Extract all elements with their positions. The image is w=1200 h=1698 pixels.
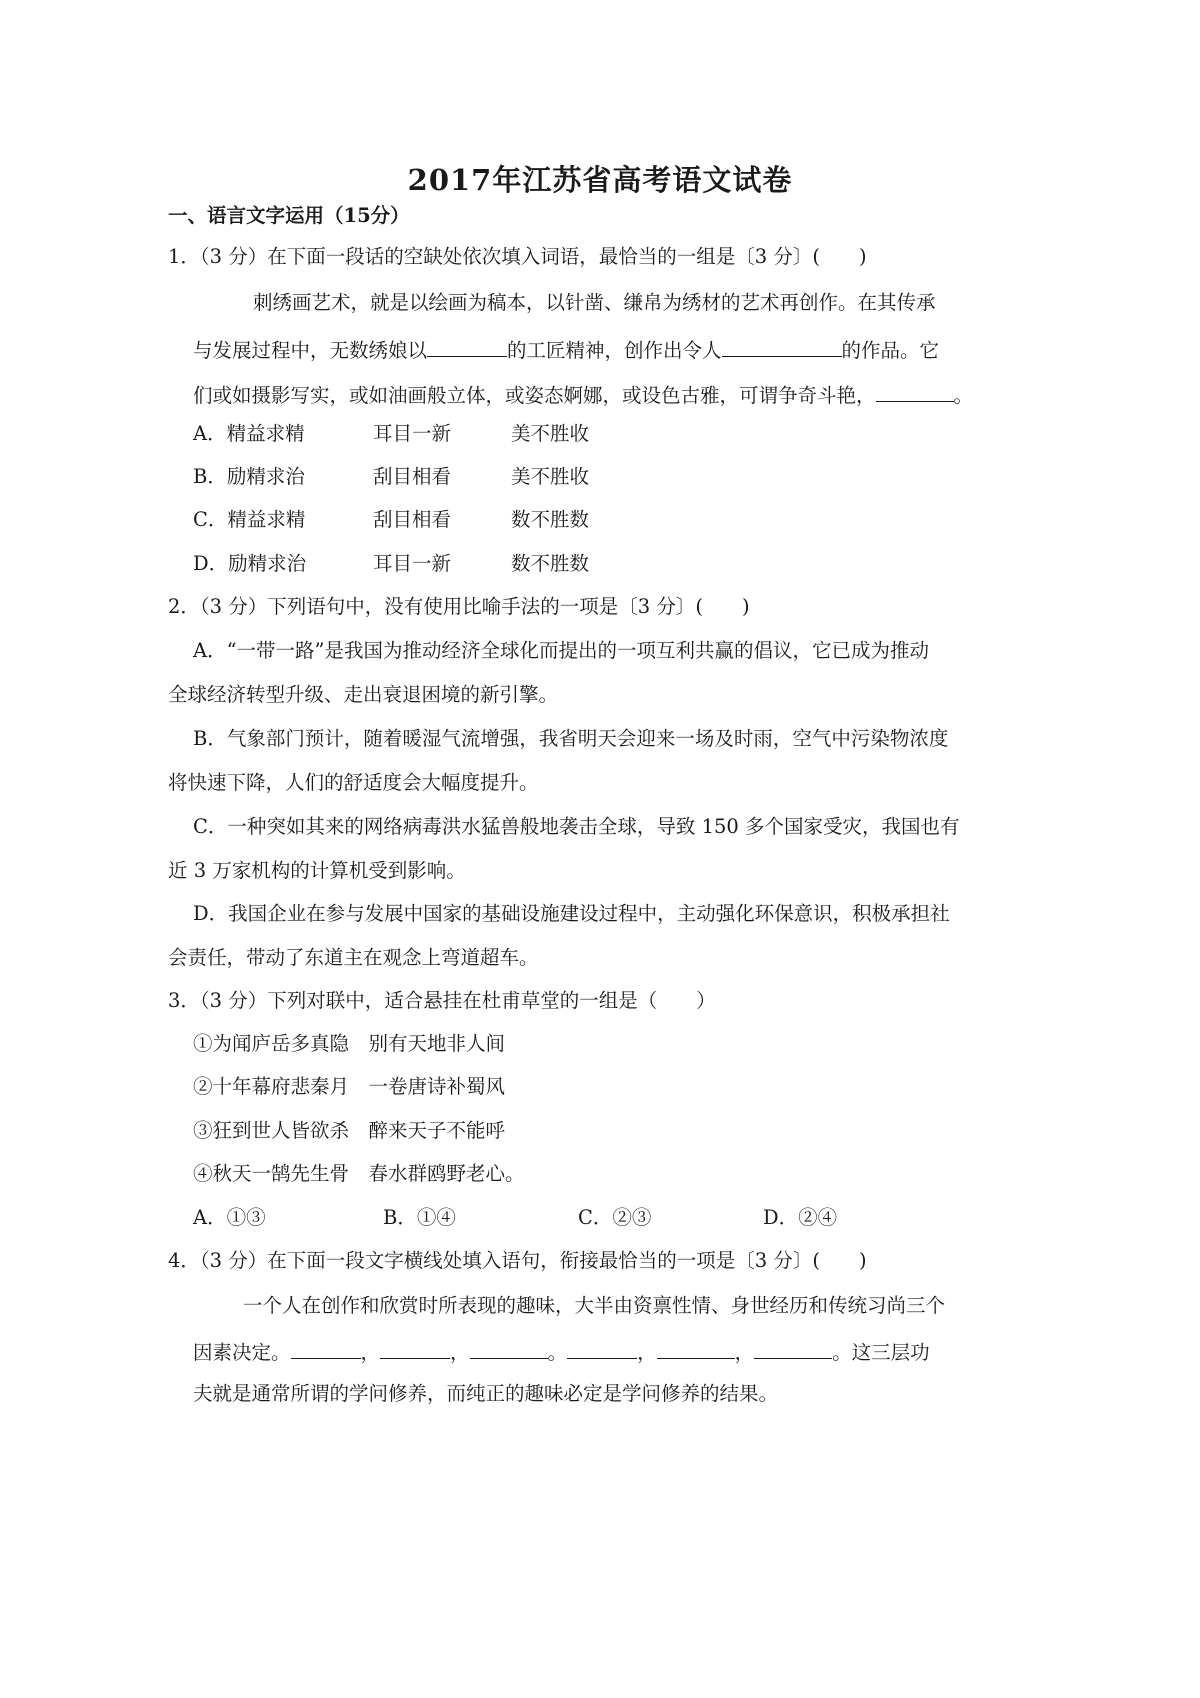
q4-stem: 4．（3 分）在下面一段文字横线处填入语句，衔接最恰当的一项是〔3 分〕( ) bbox=[168, 1249, 867, 1272]
answer-blank bbox=[754, 1340, 832, 1359]
q1-option-a-word-3: 美不胜收 bbox=[511, 422, 590, 445]
answer-blank bbox=[657, 1340, 735, 1359]
q1-stem: 1．（3 分）在下面一段话的空缺处依次填入词语，最恰当的一组是〔3 分〕( ) bbox=[168, 245, 867, 268]
q2-stem: 2．（3 分）下列语句中，没有使用比喻手法的一项是〔3 分〕( ) bbox=[168, 595, 750, 618]
page-title: 2017年江苏省高考语文试卷 bbox=[407, 163, 793, 197]
q3-option-a: A．①③ bbox=[193, 1206, 266, 1229]
q4-separator: ， bbox=[734, 1341, 755, 1364]
q2-option-b-line-1: B．气象部门预计，随着暖湿气流增强，我省明天会迎来一场及时雨，空气中污染物浓度 bbox=[193, 727, 949, 750]
q1-option-b-word-3: 美不胜收 bbox=[511, 465, 590, 488]
q4-separator: ， bbox=[360, 1341, 381, 1364]
q4-passage-line-1: 一个人在创作和欣赏时所表现的趣味，大半由资禀性情、身世经历和传统习尚三个 bbox=[243, 1294, 946, 1317]
q3-couplet-3: ③狂到世人皆欲杀 醉来天子不能呼 bbox=[193, 1119, 506, 1142]
answer-blank bbox=[876, 383, 954, 402]
q1-passage-line-1: 刺绣画艺术，就是以绘画为稿本，以针凿、缣帛为绣材的艺术再创作。在其传承 bbox=[253, 291, 936, 314]
q1-option-c-word-1: C．精益求精 bbox=[193, 508, 306, 531]
q1-passage-text: 们或如摄影写实，或如油画般立体，或姿态婀娜，或设色古雅，可谓争奇斗艳， bbox=[193, 384, 876, 407]
q4-passage-line-2 bbox=[193, 1340, 930, 1363]
answer-blank bbox=[722, 338, 842, 357]
q3-option-c: C．②③ bbox=[578, 1206, 652, 1229]
q2-option-a-line-2: 全球经济转型升级、走出衰退困境的新引擎。 bbox=[168, 683, 559, 706]
q4-separator: ， bbox=[637, 1341, 657, 1364]
q1-option-a-word-2: 耳目一新 bbox=[373, 422, 452, 445]
q1-option-b-word-1: B．励精求治 bbox=[193, 465, 305, 488]
q1-option-d-word-3: 数不胜数 bbox=[511, 552, 590, 575]
q1-option-c-word-3: 数不胜数 bbox=[511, 508, 590, 531]
q3-option-d: D．②④ bbox=[763, 1206, 838, 1229]
answer-blank bbox=[291, 1340, 361, 1359]
q1-passage-line-3 bbox=[193, 383, 973, 406]
q1-option-b-word-2: 刮目相看 bbox=[373, 465, 452, 488]
q4-passage-text: 。这三层功 bbox=[832, 1341, 930, 1364]
q1-passage-text: 的作品。它 bbox=[841, 339, 940, 362]
q1-passage-line-2 bbox=[193, 338, 939, 361]
q3-stem: 3．（3 分）下列对联中，适合悬挂在杜甫草堂的一组是（ ） bbox=[168, 989, 716, 1012]
q1-passage-text: 。 bbox=[953, 384, 974, 407]
q4-separator: 。 bbox=[547, 1341, 568, 1364]
answer-blank bbox=[567, 1340, 637, 1359]
q1-passage-text: 的工匠精神，创作出令人 bbox=[507, 339, 722, 362]
q4-passage-line-3: 夫就是通常所谓的学问修养，而纯正的趣味必定是学问修养的结果。 bbox=[193, 1382, 779, 1405]
q1-option-a-word-1: A．精益求精 bbox=[193, 422, 305, 445]
answer-blank bbox=[380, 1340, 450, 1359]
section-heading: 一、语言文字运用（15分） bbox=[168, 204, 410, 227]
q3-couplet-4: ④秋天一鹄先生骨 春水群鸥野老心。 bbox=[193, 1162, 525, 1185]
q3-couplet-2: ②十年幕府悲秦月 一卷唐诗补蜀风 bbox=[193, 1075, 506, 1098]
q2-option-b-line-2: 将快速下降，人们的舒适度会大幅度提升。 bbox=[168, 771, 539, 794]
q3-option-b: B．①④ bbox=[383, 1206, 456, 1229]
q1-passage-text: 与发展过程中，无数绣娘以 bbox=[193, 339, 428, 362]
q4-passage-text: 因素决定。 bbox=[193, 1341, 291, 1364]
q2-option-c-line-2: 近 3 万家机构的计算机受到影响。 bbox=[168, 859, 466, 882]
q1-option-d-word-2: 耳目一新 bbox=[373, 552, 452, 575]
answer-blank bbox=[470, 1340, 548, 1359]
answer-blank bbox=[427, 338, 507, 357]
q1-option-d-word-1: D．励精求治 bbox=[193, 552, 307, 575]
q2-option-d-line-1: D．我国企业在参与发展中国家的基础设施建设过程中，主动强化环保意识，积极承担社 bbox=[193, 902, 950, 925]
q3-couplet-1: ①为闻庐岳多真隐 别有天地非人间 bbox=[193, 1032, 506, 1055]
q2-option-c-line-1: C．一种突如其来的网络病毒洪水猛兽般地袭击全球，导致 150 多个国家受灾，我国也有 bbox=[193, 815, 960, 838]
q1-option-c-word-2: 刮目相看 bbox=[373, 508, 452, 531]
q2-option-d-line-2: 会责任，带动了东道主在观念上弯道超车。 bbox=[168, 946, 539, 969]
q4-separator: ， bbox=[450, 1341, 470, 1364]
q2-option-a-line-1: A．“一带一路”是我国为推动经济全球化而提出的一项互利共赢的倡议，它已成为推动 bbox=[193, 639, 930, 662]
